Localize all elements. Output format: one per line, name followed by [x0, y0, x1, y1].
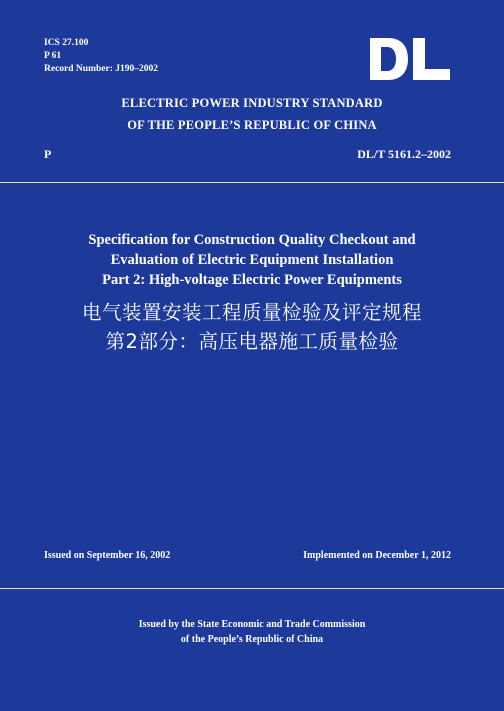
title-en-line-3: Part 2: High-voltage Electric Power Equipments [102, 272, 402, 288]
category-code: P [44, 147, 52, 161]
standard-number: DL/T 5161.2–2002 [357, 147, 451, 161]
title-en-line-1: Specification for Construction Quality Checkout and [88, 232, 416, 248]
classification-block [44, 37, 158, 76]
title-en-line-2: Evaluation of Electric Equipment Installation [110, 252, 394, 268]
implemented-date: Implemented on December 1, 2012 [303, 550, 451, 561]
record-number: Record Number: J190–2002 [44, 64, 158, 74]
top-divider [0, 182, 504, 183]
ics-code: ICS 27.100 [44, 38, 89, 48]
issued-date: Issued on September 16, 2002 [44, 550, 171, 561]
dl-logo-letter-d [370, 38, 408, 80]
title-chinese [0, 298, 504, 356]
title-cn-line-1: 电气装置安装工程质量检验及评定规程 [81, 301, 422, 324]
dl-logo-letter-l [413, 38, 450, 80]
issuer-line-2: of the People’s Republic of China [180, 634, 324, 645]
title-english [0, 230, 504, 290]
dl-logo [370, 38, 450, 80]
ccs-code: P 61 [44, 51, 62, 61]
title-cn-line-2: 第2部分：高压电器施工质量检验 [105, 330, 399, 353]
issuer-block [0, 617, 504, 647]
organization-line-1: ELECTRIC POWER INDUSTRY STANDARD [121, 96, 383, 110]
bottom-divider [0, 588, 504, 589]
issuer-line-1: Issued by the State Economic and Trade Commission [138, 619, 366, 630]
organization-line-2: OF THE PEOPLE’S REPUBLIC OF CHINA [127, 118, 377, 132]
